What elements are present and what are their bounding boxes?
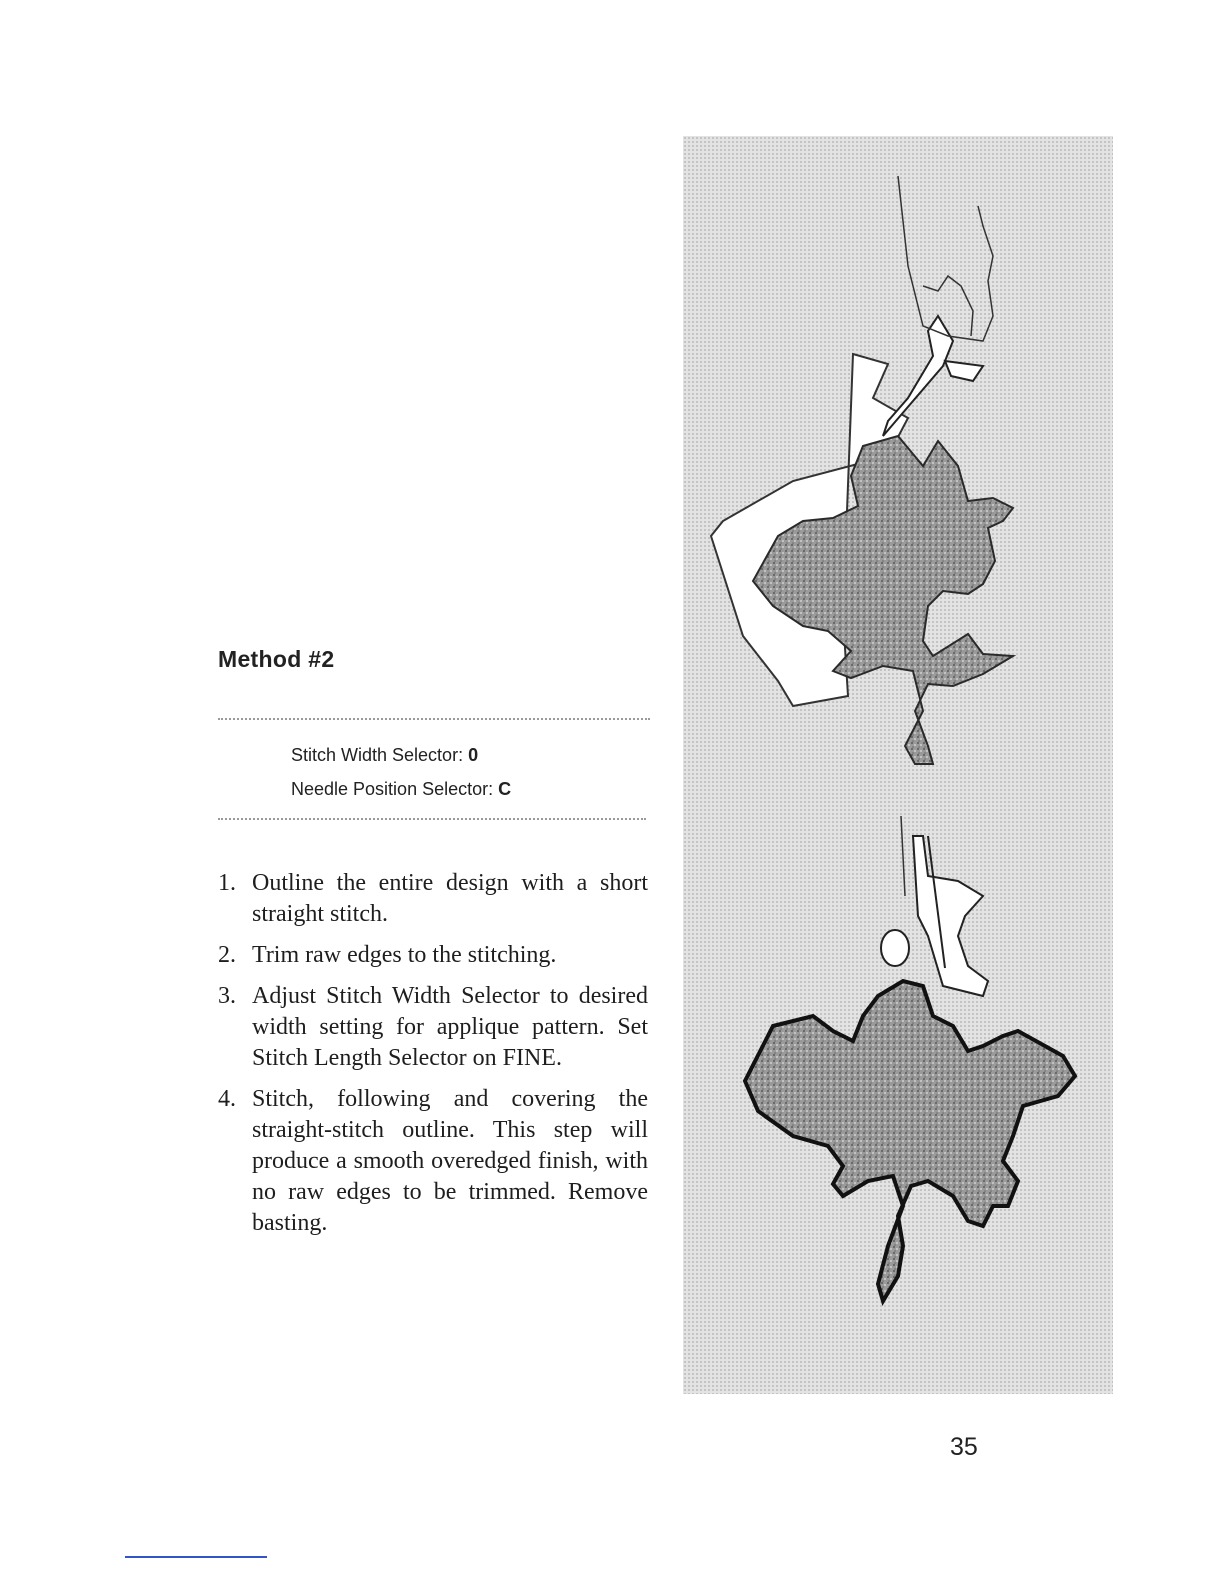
- step-text: Outline the entire design with a short straight stitch.: [252, 870, 648, 927]
- scissors-trimming-leaf-icon: [711, 176, 1013, 764]
- page-number: 35: [950, 1433, 978, 1461]
- step-item: [218, 940, 648, 971]
- step-number: 2.: [218, 942, 236, 968]
- presser-foot-shape: [913, 836, 988, 996]
- step-text: Adjust Stitch Width Selector to desired width setting for applique pattern. Set Stitch Length Selector on FINE.: [252, 983, 648, 1071]
- foot-screw-shape: [881, 930, 909, 966]
- hand-outline: [898, 176, 993, 341]
- stitch-width-setting: [291, 738, 511, 772]
- step-number: 3.: [218, 983, 236, 1009]
- settings-bottom-rule: [218, 818, 646, 820]
- step-number: 1.: [218, 870, 236, 896]
- step-item: [218, 981, 648, 1074]
- machine-settings: [291, 738, 511, 806]
- section-heading: Method #2: [218, 646, 335, 672]
- step-text: Stitch, following and covering the straight-stitch outline. This step will produce a smooth overedged finish, with no raw edges to be trimmed. Remove basting.: [252, 1086, 648, 1236]
- needle-position-value: C: [498, 779, 512, 799]
- bottom-leaf-shape: [745, 981, 1075, 1301]
- scissors-outline: [883, 316, 983, 436]
- presser-bar-line: [901, 816, 905, 896]
- illustration-svg: [683, 136, 1113, 1394]
- stitch-width-value: 0: [468, 745, 479, 765]
- needle-position-label: Needle Position Selector:: [291, 779, 494, 799]
- needle-position-setting: [291, 772, 511, 806]
- instruction-steps: [218, 868, 648, 1249]
- settings-top-rule: [218, 718, 650, 720]
- step-item: [218, 1084, 648, 1239]
- illustration-panel: [683, 136, 1113, 1394]
- presser-foot-satin-stitch-icon: [745, 816, 1075, 1301]
- step-text: Trim raw edges to the stitching.: [252, 942, 557, 968]
- stitch-width-label: Stitch Width Selector:: [291, 745, 464, 765]
- link-underline[interactable]: [125, 1556, 267, 1558]
- step-number: 4.: [218, 1086, 236, 1112]
- step-item: [218, 868, 648, 930]
